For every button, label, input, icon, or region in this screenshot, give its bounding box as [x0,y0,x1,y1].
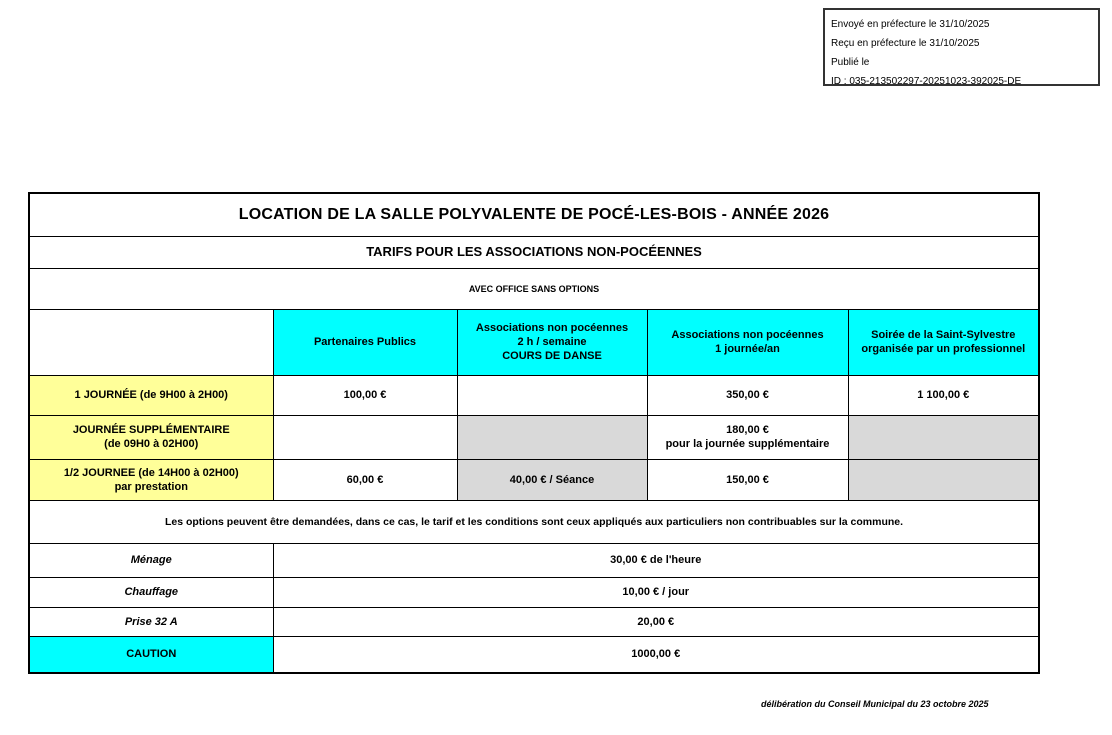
caution-label: CAUTION [29,636,273,673]
header-partenaires-publics [273,309,457,375]
table-subtitle: TARIFS POUR LES ASSOCIATIONS NON-POCÉENNES [29,236,1039,268]
option-label: Prise 32 A [29,607,273,636]
price-cell: 40,00 € / Séance [457,459,647,500]
row-label-line1: 1/2 JOURNEE (de 14H00 à 02H00) [63,466,239,479]
section-row [29,268,1039,309]
price-cell: 100,00 € [273,375,457,415]
price-cell: 60,00 € [273,459,457,500]
row-label: 1 JOURNÉE (de 9H00 à 2H00) [29,375,273,415]
caution-value: 1000,00 € [273,636,1039,673]
stamp-received-line: Reçu en préfecture le 31/10/2025 [831,38,980,49]
header-empty-cell [29,309,273,375]
option-value: 20,00 € [273,607,1039,636]
page-title: LOCATION DE LA SALLE POLYVALENTE DE POCÉ-LES-BOIS - ANNÉE 2026 [29,193,1039,236]
price-cell: 350,00 € [647,375,848,415]
options-note-row [29,500,1039,543]
option-row [29,607,1039,636]
section-heading: AVEC OFFICE SANS OPTIONS [29,268,1039,309]
price-cell-empty [457,415,647,459]
stamp-id-line: ID : 035-213502297-20251023-392025-DE [831,76,1022,87]
table-row [29,415,1039,459]
price-note: pour la journée supplémentaire [665,438,830,450]
header-row [29,309,1039,375]
header-associations-journee [647,309,848,375]
price-cell [457,375,647,415]
stamp-published-line: Publié le [831,57,870,68]
option-label: Ménage [29,543,273,577]
table-row [29,375,1039,415]
header-col3-line1: Associations non pocéennes [671,329,824,341]
price-cell [273,415,457,459]
title-row [29,193,1039,236]
price-cell-empty [848,459,1039,500]
deliberation-footer: délibération du Conseil Municipal du 23 octobre 2025 [761,699,989,709]
option-row [29,577,1039,607]
price-cell-empty [848,415,1039,459]
subtitle-row [29,236,1039,268]
option-row [29,543,1039,577]
row-label-line2: (de 09H0 à 02H00) [104,438,199,450]
row-label [29,415,273,459]
row-label-line1: JOURNÉE SUPPLÉMENTAIRE [72,424,230,436]
header-col2-line2: 2 h / semaine [517,336,587,348]
price-cell [647,415,848,459]
header-saint-sylvestre [848,309,1039,375]
options-note: Les options peuvent être demandées, dans ce cas, le tarif et les conditions sont ceux appliqués aux particuliers non contribuables sur la commune. [29,500,1039,543]
header-col4-line2: organisée par un professionnel [861,343,1026,355]
option-value: 30,00 € de l'heure [273,543,1039,577]
option-value: 10,00 € / jour [273,577,1039,607]
header-col2-line1: Associations non pocéennes [475,322,629,334]
pricing-table [28,192,1040,674]
price-cell: 1 100,00 € [848,375,1039,415]
header-col2-line3: COURS DE DANSE [502,350,602,362]
row-label [29,459,273,500]
row-label-line2: par prestation [114,480,188,493]
header-col3-line2: 1 journée/an [715,343,780,355]
option-label: Chauffage [29,577,273,607]
header-col1-text: Partenaires Publics [313,336,417,348]
header-col4-line1: Soirée de la Saint-Sylvestre [871,329,1016,341]
prefecture-stamp [823,8,1100,86]
price-value: 180,00 € [726,424,769,436]
header-associations-danse [457,309,647,375]
stamp-sent-line: Envoyé en préfecture le 31/10/2025 [831,19,990,30]
price-cell: 150,00 € [647,459,848,500]
caution-row [29,636,1039,673]
table-row [29,459,1039,500]
